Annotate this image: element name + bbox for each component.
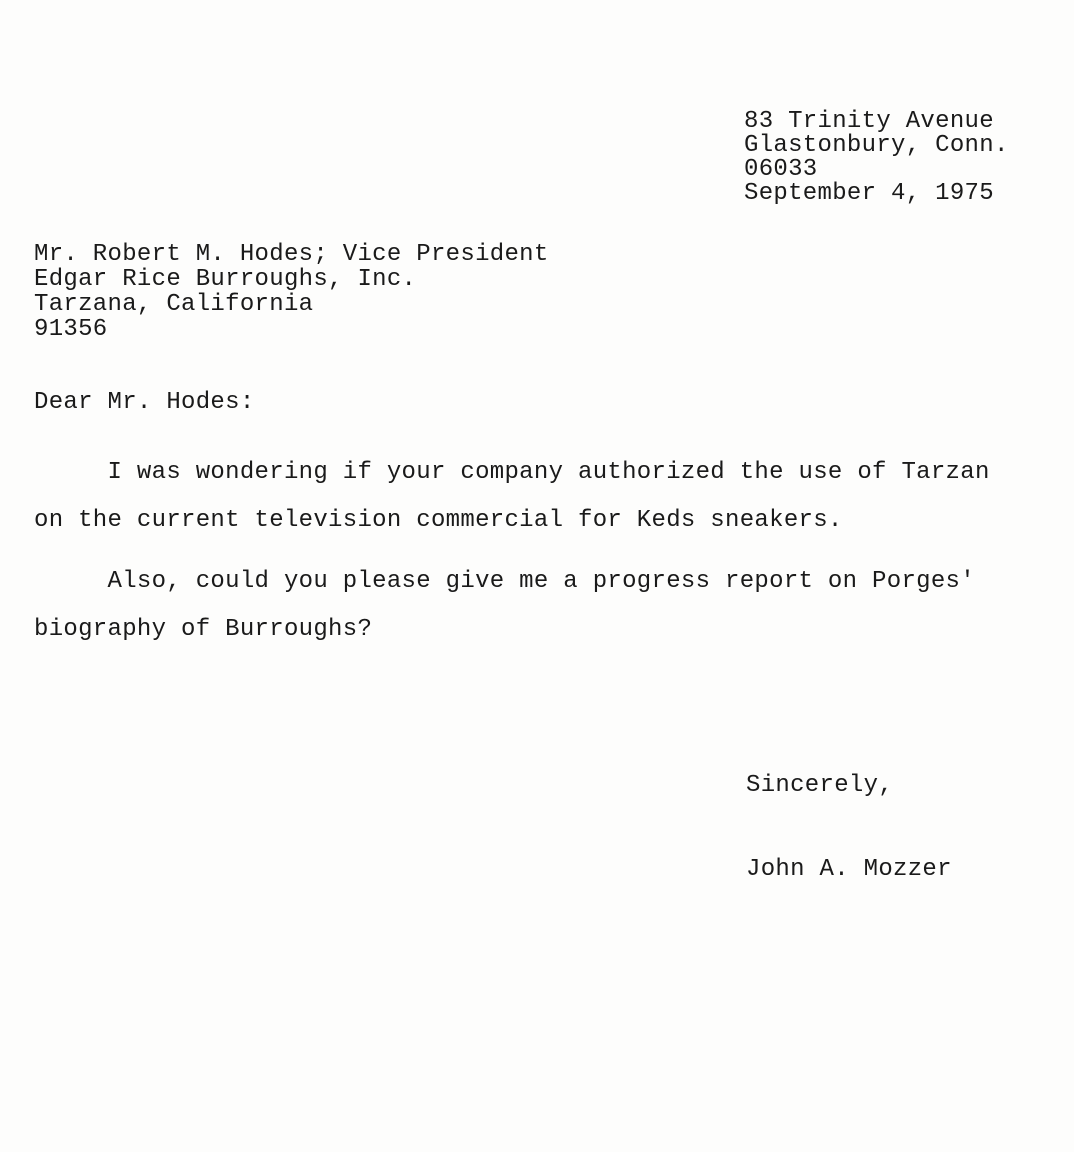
body-paragraph-1-line-2: on the current television commercial for Keds sneakers. xyxy=(34,507,843,534)
recipient-company: Edgar Rice Burroughs, Inc. xyxy=(34,266,417,293)
recipient-name: Mr. Robert M. Hodes; Vice President xyxy=(34,241,549,268)
salutation: Dear Mr. Hodes: xyxy=(34,389,255,416)
body-paragraph-2-line-2: biography of Burroughs? xyxy=(34,616,373,643)
letter-date: September 4, 1975 xyxy=(744,180,994,207)
recipient-city: Tarzana, California xyxy=(34,291,314,318)
sender-street: 83 Trinity Avenue xyxy=(744,108,994,135)
recipient-zip: 91356 xyxy=(34,316,108,343)
body-paragraph-2-line-1: Also, could you please give me a progress report on Porges' xyxy=(34,568,975,595)
signature-name: John A. Mozzer xyxy=(746,856,952,883)
closing: Sincerely, xyxy=(746,772,894,799)
sender-zip: 06033 xyxy=(744,156,818,183)
sender-city: Glastonbury, Conn. xyxy=(744,132,1009,159)
body-paragraph-1-line-1: I was wondering if your company authorized the use of Tarzan xyxy=(34,459,990,486)
